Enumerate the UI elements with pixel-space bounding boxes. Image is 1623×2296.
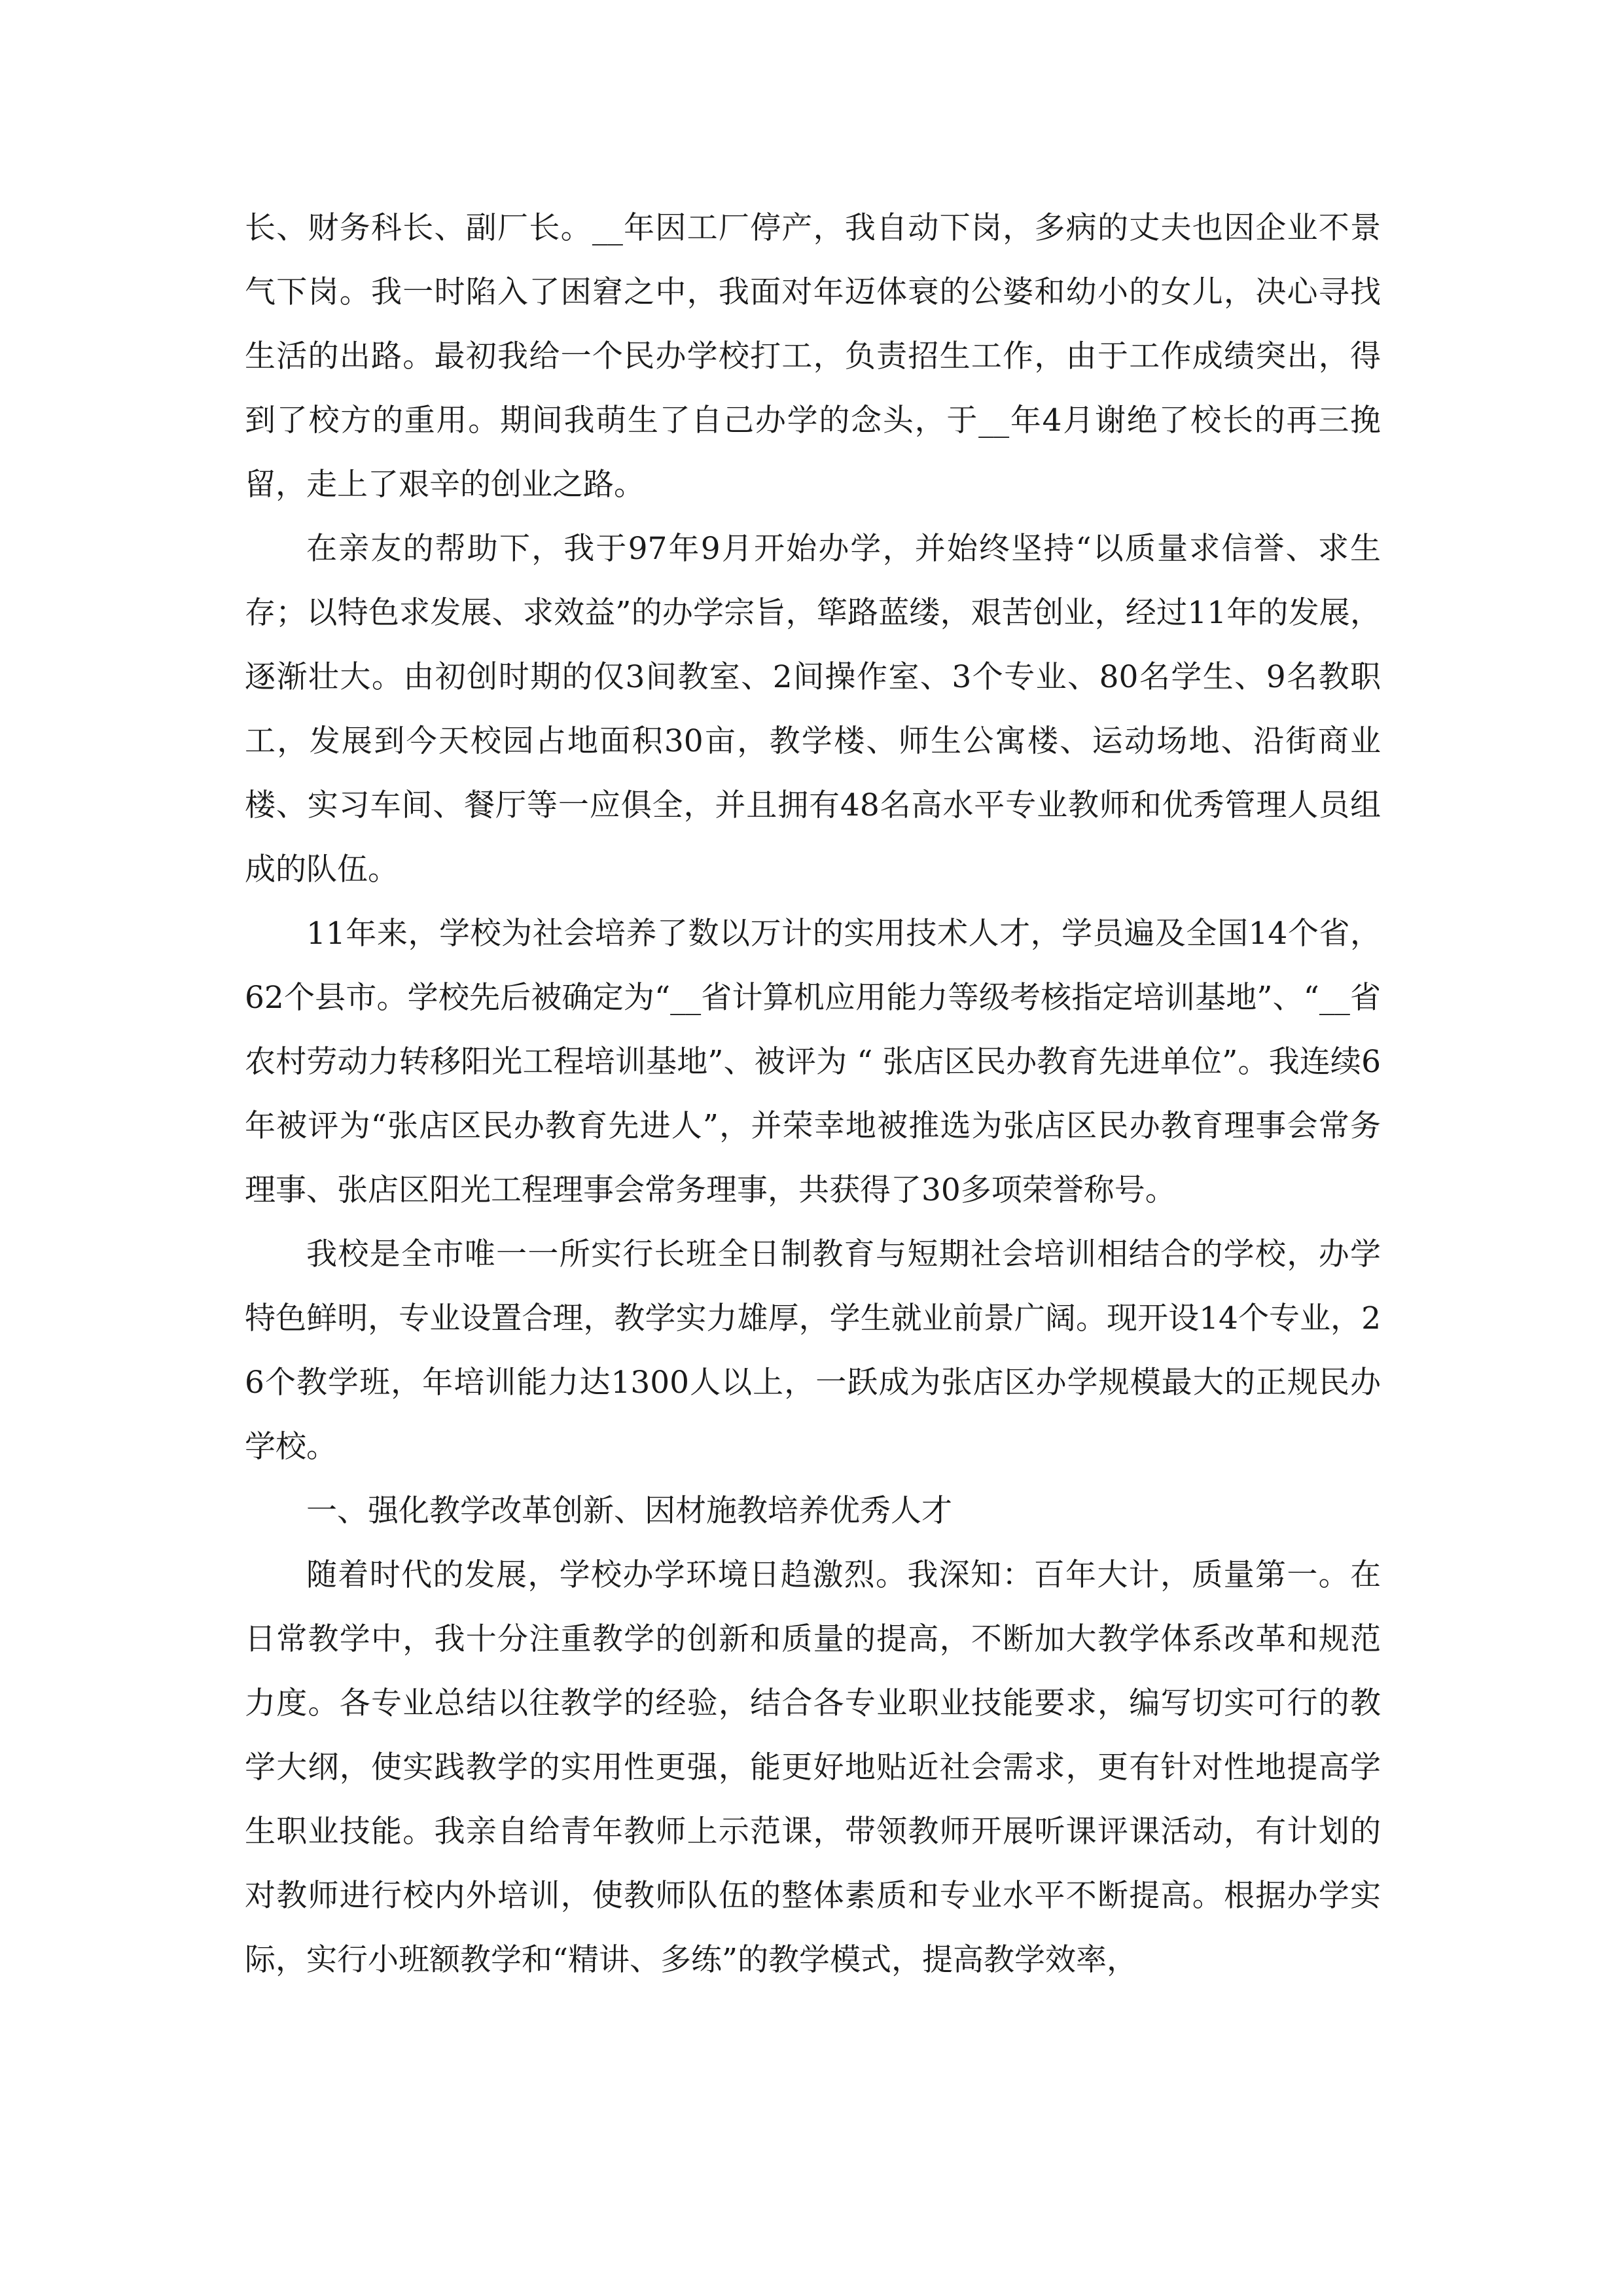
paragraph-teaching-reform: 随着时代的发展，学校办学环境日趋激烈。我深知：百年大计，质量第一。在日常教学中，我十分注重教学的创新和质量的提高，不断加大教学体系改革和规范力度。各专业总结以往教学的经验，结合各专业职业技能要求，编写切实可行的教学大纲，使实践教学的实用性更强，能更好地贴近社会需求，更有针对性地提高学生职业技能。我亲自给青年教师上示范课，带领教师开展听课评课活动，有计划的对教师进行校内外培训，使教师队伍的整体素质和专业水平不断提高。根据办学实际，实行小班额教学和“精讲、多练”的教学模式，提高教学效率，: [245, 1557, 1381, 1978]
section-heading: 一、强化教学改革创新、因材施教培养优秀人才: [306, 1493, 952, 1529]
document-body: [245, 196, 1381, 1992]
paragraph-founding: 在亲友的帮助下，我于97年9月开始办学，并始终坚持“以质量求信誉、求生存；以特色求发展、求效益”的办学宗旨，筚路蓝缕，艰苦创业，经过11年的发展，逐渐壮大。由初创时期的仅3间教室、2间操作室、3个专业、80名学生、9名教职工，发展到今天校园占地面积30亩，教学楼、师生公寓楼、运动场地、沿街商业楼、实习车间、餐厅等一应俱全，并且拥有48名高水平专业教师和优秀管理人员组成的队伍。: [245, 531, 1381, 888]
paragraph-school-profile: 我校是全市唯一一所实行长班全日制教育与短期社会培训相结合的学校，办学特色鲜明，专业设置合理，教学实力雄厚，学生就业前景广阔。现开设14个专业，26个教学班，年培训能力达1300人以上，一跃成为张店区办学规模最大的正规民办学校。: [245, 1236, 1381, 1465]
paragraph-achievements: 11年来，学校为社会培养了数以万计的实用技术人才，学员遍及全国14个省，62个县市。学校先后被确定为“__省计算机应用能力等级考核指定培训基地”、“__省农村劳动力转移阳光工程培训基地”、被评为 “ 张店区民办教育先进单位”。我连续6年被评为“张店区民办教育先进人”，并荣幸地被推选为张店区民办教育理事会常务理事、张店区阳光工程理事会常务理事，共获得了30多项荣誉称号。: [245, 916, 1381, 1208]
paragraph-continuation: 长、财务科长、副厂长。__年因工厂停产，我自动下岗，多病的丈夫也因企业不景气下岗。我一时陷入了困窘之中，我面对年迈体衰的公婆和幼小的女儿，决心寻找生活的出路。最初我给一个民办学校打工，负责招生工作，由于工作成绩突出，得到了校方的重用。期间我萌生了自己办学的念头，于__年4月谢绝了校长的再三挽留，走上了艰辛的创业之路。: [245, 210, 1381, 503]
